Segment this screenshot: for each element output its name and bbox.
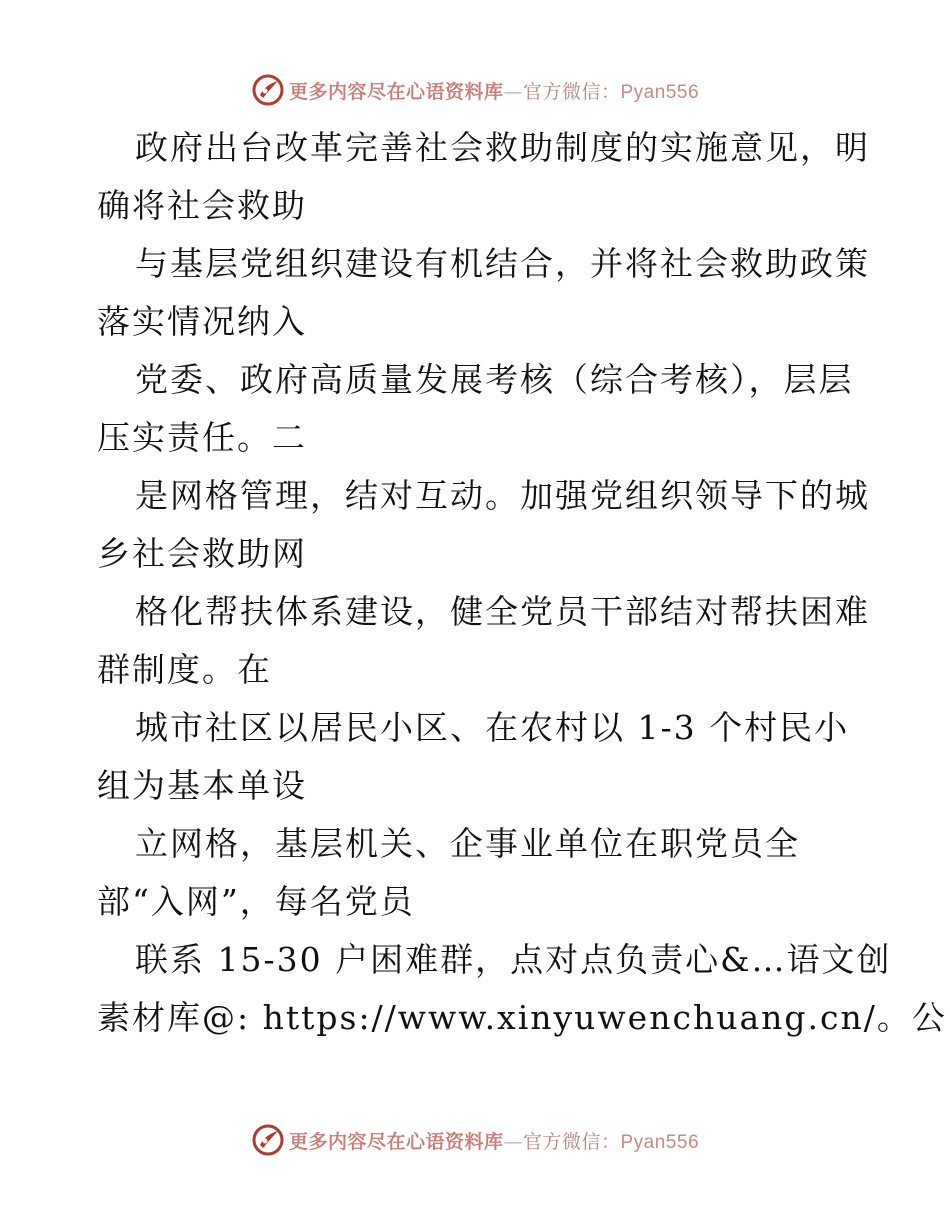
document-line: 联系 15-30 户困难群，点对点负责心&…语文创 (135, 940, 892, 979)
header-brand: 更多内容尽在心语资料库 (288, 80, 504, 103)
brand-logo-icon (251, 73, 285, 107)
header-dash: — (503, 80, 523, 103)
document-line: 落实情况纳入 (97, 302, 307, 341)
header-wechat-id: Pyan556 (620, 81, 700, 103)
document-line: 确将社会救助 (97, 186, 307, 225)
document-line: 压实责任。二 (97, 418, 307, 457)
footer-banner-text (289, 1127, 699, 1154)
document-line: 群制度。在 (97, 650, 272, 689)
footer-banner (0, 1118, 950, 1162)
header-wechat-label: 官方微信： (522, 80, 621, 103)
document-line: 素材库@: https://www.xinyuwenchuang.cn/。公 (97, 998, 947, 1037)
footer-brand: 更多内容尽在心语资料库 (288, 1130, 504, 1153)
document-line: 格化帮扶体系建设，健全党员干部结对帮扶困难 (135, 592, 870, 631)
document-line: 与基层党组织建设有机结合，并将社会救助政策 (135, 244, 870, 283)
document-line: 立网格，基层机关、企事业单位在职党员全 (135, 824, 800, 863)
document-line: 部“入网”，每名党员 (97, 882, 415, 921)
footer-wechat-label: 官方微信： (522, 1130, 621, 1153)
header-banner (0, 68, 950, 112)
document-line: 是网格管理，结对互动。加强党组织领导下的城 (135, 476, 870, 515)
document-line: 组为基本单设 (97, 766, 307, 805)
brand-logo-icon (251, 1123, 285, 1157)
footer-dash: — (503, 1130, 523, 1153)
footer-wechat-id: Pyan556 (620, 1131, 700, 1153)
document-line: 党委、政府高质量发展考核（综合考核），层层 (135, 360, 854, 399)
header-banner-text (289, 77, 699, 104)
document-line: 乡社会救助网 (97, 534, 307, 573)
document-line: 政府出台改革完善社会救助制度的实施意见，明 (135, 128, 870, 167)
document-line: 城市社区以居民小区、在农村以 1-3 个村民小 (135, 708, 850, 747)
